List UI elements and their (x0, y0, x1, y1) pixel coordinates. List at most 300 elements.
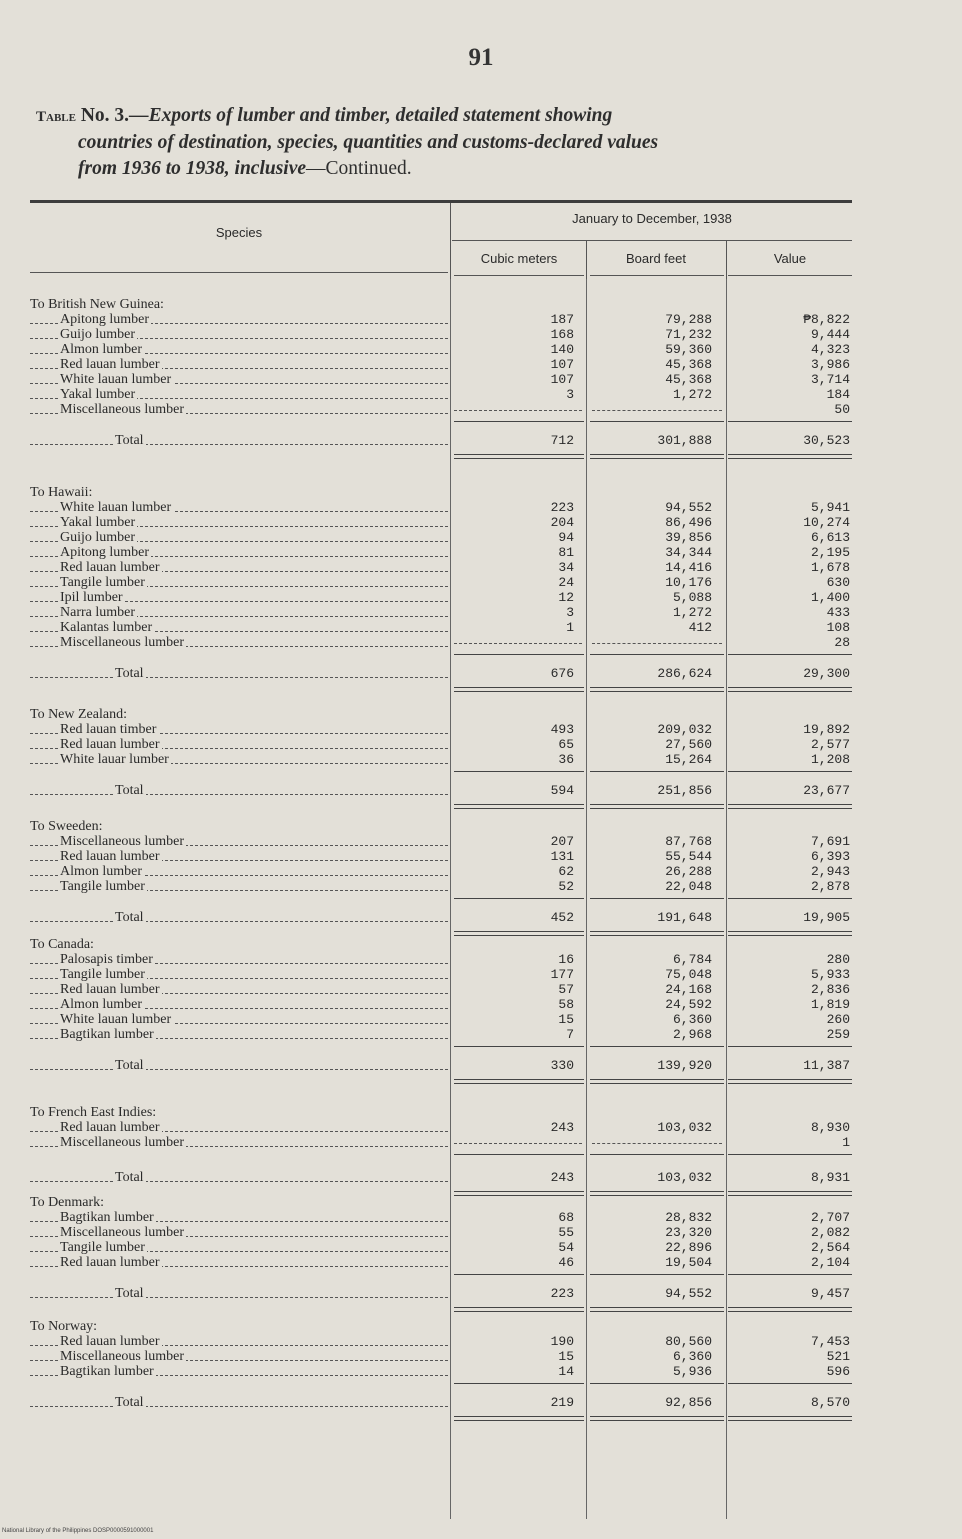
subtotal-rule (454, 421, 584, 422)
country-heading (30, 1319, 852, 1334)
subtotal-rule (454, 1154, 584, 1155)
species-cell (30, 1349, 448, 1364)
board-feet-cell: 19,504 (665, 1255, 712, 1270)
page-number: 91 (468, 44, 494, 71)
column-divider (726, 241, 727, 279)
board-feet-cell: 209,032 (657, 722, 712, 737)
species-cell (30, 1334, 448, 1349)
period-header: January to December, 1938 (572, 211, 732, 226)
species-cell (30, 1135, 448, 1150)
species-label: Apitong lumber (60, 312, 150, 327)
board-feet-cell: 24,592 (665, 997, 712, 1012)
country-heading (30, 937, 852, 952)
table-row (30, 982, 852, 997)
species-cell (30, 1240, 448, 1255)
total-row (30, 783, 852, 798)
subtotal-rule (590, 1274, 724, 1275)
country-name: To Sweeden: (30, 819, 103, 834)
species-label: White lauan lumber (60, 500, 172, 515)
table-row (30, 1135, 852, 1150)
table-row (30, 1334, 852, 1349)
species-cell (30, 1120, 448, 1135)
cubic-meters-cell: 52 (558, 879, 574, 894)
total-double-rule (728, 454, 852, 459)
species-label: Miscellaneous lumber (60, 1349, 185, 1364)
total-board-feet: 103,032 (657, 1170, 712, 1185)
species-label: Yakal lumber (60, 515, 136, 530)
cubic-meters-cell: 24 (558, 575, 574, 590)
total-double-rule (728, 1307, 852, 1312)
cubic-meters-cell: 207 (550, 834, 574, 849)
total-double-rule (728, 687, 852, 692)
country-name: To Hawaii: (30, 485, 93, 500)
cubic-meters-cell: 243 (550, 1120, 574, 1135)
board-feet-cell: 6,784 (672, 952, 712, 967)
total-double-rule (454, 1307, 584, 1312)
subtotal-rule (590, 654, 724, 655)
species-label: Almon lumber (60, 864, 143, 879)
total-label: Total (115, 783, 144, 798)
country-name: To Denmark: (30, 1195, 105, 1210)
period-header-rule (452, 240, 852, 241)
value-cell: 7,453 (810, 1334, 850, 1349)
value-cell: 3,986 (810, 357, 850, 372)
cubic-meters-cell: 223 (550, 500, 574, 515)
value-cell: 2,082 (810, 1225, 850, 1240)
species-cell (30, 1255, 448, 1270)
subtotal-rule (454, 898, 584, 899)
board-feet-cell: 22,048 (665, 879, 712, 894)
total-double-rule (728, 931, 852, 936)
total-cubic-meters: 594 (550, 783, 574, 798)
value-cell: 8,930 (810, 1120, 850, 1135)
value-cell: 2,878 (810, 879, 850, 894)
species-cell (30, 635, 448, 650)
cubic-meters-cell: 3 (566, 605, 574, 620)
total-label: Total (115, 666, 144, 681)
species-label: Palosapis timber (60, 952, 153, 967)
species-label: Miscellaneous lumber (60, 635, 185, 650)
total-cubic-meters: 330 (550, 1058, 574, 1073)
table-row (30, 1027, 852, 1042)
table-number: No. 3. (80, 105, 130, 126)
column-divider (586, 279, 587, 1519)
species-cell (30, 982, 448, 997)
value-cell: 1,819 (810, 997, 850, 1012)
exports-table (30, 200, 852, 1499)
cubic-meters-cell: 62 (558, 864, 574, 879)
table-row (30, 575, 852, 590)
species-label: Almon lumber (60, 342, 143, 357)
total-double-rule (454, 454, 584, 459)
total-board-feet: 191,648 (657, 910, 712, 925)
total-row (30, 666, 852, 681)
board-feet-cell: 71,232 (665, 327, 712, 342)
cubic-meters-cell: 68 (558, 1210, 574, 1225)
value-cell: 19,892 (803, 722, 850, 737)
table-row (30, 1210, 852, 1225)
cubic-meters-cell: 177 (550, 967, 574, 982)
title-line-2: countries of destination, species, quantities and customs-declared values (78, 132, 659, 153)
total-label: Total (115, 1395, 144, 1410)
cubic-meters-cell: 15 (558, 1349, 574, 1364)
value-cell: 6,613 (810, 530, 850, 545)
species-label: Kalantas lumber (60, 620, 153, 635)
value-cell: 521 (826, 1349, 850, 1364)
board-feet-cell: 28,832 (665, 1210, 712, 1225)
column-header-rule (590, 275, 724, 276)
subtotal-rule (454, 654, 584, 655)
table-row (30, 372, 852, 387)
total-label: Total (115, 1170, 144, 1185)
value-cell: 28 (834, 635, 850, 650)
total-board-feet: 286,624 (657, 666, 712, 681)
table-row (30, 737, 852, 752)
species-label: Guijo lumber (60, 530, 136, 545)
subtotal-rule (728, 771, 852, 772)
table-row (30, 312, 852, 327)
total-row (30, 1286, 852, 1301)
total-value: 19,905 (803, 910, 850, 925)
board-feet-cell: 412 (688, 620, 712, 635)
table-row (30, 864, 852, 879)
table-row (30, 879, 852, 894)
value-cell: 1,678 (810, 560, 850, 575)
value-cell: 50 (834, 402, 850, 417)
total-double-rule (590, 1416, 724, 1421)
cubic-meters-cell: 55 (558, 1225, 574, 1240)
total-value: 29,300 (803, 666, 850, 681)
total-double-rule (590, 804, 724, 809)
total-double-rule (728, 804, 852, 809)
total-double-rule (454, 804, 584, 809)
total-value: 8,931 (810, 1170, 850, 1185)
value-cell: 260 (826, 1012, 850, 1027)
subtotal-rule (590, 1383, 724, 1384)
cubic-meters-cell: 46 (558, 1255, 574, 1270)
species-cell (30, 515, 448, 530)
species-label: Yakal lumber (60, 387, 136, 402)
board-feet-cell: 45,368 (665, 357, 712, 372)
total-double-rule (454, 931, 584, 936)
total-label-cell (30, 1395, 448, 1410)
column-divider (450, 279, 451, 1519)
value-cell: 2,195 (810, 545, 850, 560)
total-cubic-meters: 219 (550, 1395, 574, 1410)
species-label: Miscellaneous lumber (60, 402, 185, 417)
table-row (30, 1240, 852, 1255)
value-cell: 184 (826, 387, 850, 402)
total-label: Total (115, 910, 144, 925)
species-label: Red lauan lumber (60, 1120, 160, 1135)
subtotal-rule (454, 1383, 584, 1384)
table-header (30, 203, 852, 279)
total-board-feet: 139,920 (657, 1058, 712, 1073)
board-feet-cell: 10,176 (665, 575, 712, 590)
species-label: Almon lumber (60, 997, 143, 1012)
board-feet-cell: 24,168 (665, 982, 712, 997)
column-divider (726, 279, 727, 1519)
cubic-meters-cell: 65 (558, 737, 574, 752)
species-header: Species (215, 225, 263, 240)
total-double-rule (728, 1079, 852, 1084)
total-label-cell (30, 1058, 448, 1073)
column-header-rule (728, 275, 852, 276)
board-feet-cell: 94,552 (665, 500, 712, 515)
total-double-rule (590, 931, 724, 936)
cubic-meters-cell: 493 (550, 722, 574, 737)
table-row (30, 530, 852, 545)
header-divider (450, 203, 451, 279)
cubic-meters-cell: 168 (550, 327, 574, 342)
species-cell (30, 312, 448, 327)
table-row (30, 722, 852, 737)
cubic-meters-cell: 94 (558, 530, 574, 545)
cubic-meters-cell: 54 (558, 1240, 574, 1255)
title-line-1: —Exports of lumber and timber, detailed statement showing (129, 105, 613, 126)
table-row (30, 342, 852, 357)
cubic-meters-cell: 190 (550, 1334, 574, 1349)
table-row (30, 1225, 852, 1240)
table-row (30, 1012, 852, 1027)
cubic-meters-header: Cubic meters (480, 251, 558, 266)
species-header-rule (30, 272, 448, 273)
species-label: White lauar lumber (60, 752, 169, 767)
total-value: 11,387 (803, 1058, 850, 1073)
cubic-meters-cell: 16 (558, 952, 574, 967)
species-label: Tangile lumber (60, 1240, 145, 1255)
value-cell: 9,444 (810, 327, 850, 342)
total-double-rule (590, 687, 724, 692)
total-label-cell (30, 910, 448, 925)
board-feet-cell: 87,768 (665, 834, 712, 849)
species-cell (30, 620, 448, 635)
total-cubic-meters: 452 (550, 910, 574, 925)
table-row (30, 1120, 852, 1135)
species-label: Bagtikan lumber (60, 1364, 154, 1379)
title-line-3-tail: —Continued. (306, 158, 412, 179)
subtotal-rule (728, 421, 852, 422)
board-feet-cell: 26,288 (665, 864, 712, 879)
table-row (30, 545, 852, 560)
total-double-rule (728, 1416, 852, 1421)
species-cell (30, 590, 448, 605)
value-cell: 259 (826, 1027, 850, 1042)
cubic-meters-cell: 131 (550, 849, 574, 864)
total-row (30, 1058, 852, 1073)
total-row (30, 433, 852, 448)
species-label: Miscellaneous lumber (60, 1135, 185, 1150)
species-cell (30, 952, 448, 967)
species-cell (30, 500, 448, 515)
species-label: Tangile lumber (60, 967, 145, 982)
table-row (30, 402, 852, 417)
subtotal-rule (590, 1046, 724, 1047)
board-feet-cell: 5,936 (672, 1364, 712, 1379)
country-name: To Norway: (30, 1319, 98, 1334)
total-double-rule (454, 1416, 584, 1421)
species-cell (30, 327, 448, 342)
board-feet-cell: 23,320 (665, 1225, 712, 1240)
cubic-meters-cell: 34 (558, 560, 574, 575)
board-feet-cell: 103,032 (657, 1120, 712, 1135)
species-cell (30, 357, 448, 372)
cubic-meters-cell: 140 (550, 342, 574, 357)
value-cell: 2,104 (810, 1255, 850, 1270)
cubic-meters-cell: 107 (550, 372, 574, 387)
country-heading (30, 707, 852, 722)
species-cell (30, 864, 448, 879)
column-divider (586, 241, 587, 279)
subtotal-rule (454, 1274, 584, 1275)
cubic-meters-cell: 107 (550, 357, 574, 372)
country-name: To British New Guinea: (30, 297, 164, 312)
subtotal-rule (454, 771, 584, 772)
species-cell (30, 1225, 448, 1240)
value-cell: 5,941 (810, 500, 850, 515)
total-board-feet: 251,856 (657, 783, 712, 798)
total-cubic-meters: 712 (550, 433, 574, 448)
species-label: Red lauan lumber (60, 1334, 160, 1349)
species-label: Red lauan lumber (60, 357, 160, 372)
species-cell (30, 1210, 448, 1225)
value-cell: 5,933 (810, 967, 850, 982)
species-cell (30, 834, 448, 849)
species-cell (30, 387, 448, 402)
total-board-feet: 94,552 (665, 1286, 712, 1301)
value-cell: 1,208 (810, 752, 850, 767)
country-heading (30, 1105, 852, 1120)
board-feet-cell: 14,416 (665, 560, 712, 575)
value-cell: 280 (826, 952, 850, 967)
table-row (30, 752, 852, 767)
cubic-meters-cell: 187 (550, 312, 574, 327)
country-heading (30, 297, 852, 312)
country-heading (30, 819, 852, 834)
board-feet-cell: 45,368 (665, 372, 712, 387)
table-row (30, 560, 852, 575)
board-feet-cell: 79,288 (665, 312, 712, 327)
table-row (30, 357, 852, 372)
subtotal-rule (728, 654, 852, 655)
subtotal-rule (590, 421, 724, 422)
species-label: Bagtikan lumber (60, 1027, 154, 1042)
species-label: Red lauan lumber (60, 849, 160, 864)
table-row (30, 590, 852, 605)
table-row (30, 635, 852, 650)
table-row (30, 605, 852, 620)
species-cell (30, 530, 448, 545)
value-cell: 2,836 (810, 982, 850, 997)
species-cell (30, 545, 448, 560)
table-row (30, 327, 852, 342)
value-cell: 4,323 (810, 342, 850, 357)
cubic-meters-cell: 81 (558, 545, 574, 560)
value-cell: 2,943 (810, 864, 850, 879)
cubic-meters-cell: 36 (558, 752, 574, 767)
species-cell (30, 997, 448, 1012)
table-row (30, 1364, 852, 1379)
value-cell: 596 (826, 1364, 850, 1379)
total-label-cell (30, 1286, 448, 1301)
board-feet-cell: 1,272 (672, 605, 712, 620)
value-cell: 1,400 (810, 590, 850, 605)
subtotal-rule (728, 1046, 852, 1047)
species-label: White lauan lumber (60, 1012, 172, 1027)
table-row (30, 952, 852, 967)
board-feet-cell: 22,896 (665, 1240, 712, 1255)
cubic-meters-cell: 57 (558, 982, 574, 997)
cubic-meters-cell: 12 (558, 590, 574, 605)
title-line-3 (36, 156, 866, 182)
subtotal-rule (728, 898, 852, 899)
species-label: Bagtikan lumber (60, 1210, 154, 1225)
total-row (30, 1395, 852, 1410)
board-feet-cell: 34,344 (665, 545, 712, 560)
value-cell: 2,577 (810, 737, 850, 752)
total-value: 9,457 (810, 1286, 850, 1301)
table-row (30, 1255, 852, 1270)
species-cell (30, 575, 448, 590)
table-row (30, 997, 852, 1012)
total-label-cell (30, 666, 448, 681)
footer-note: National Library of the Philippines DOSP0000591000001 (2, 1528, 154, 1534)
species-label: Tangile lumber (60, 575, 145, 590)
species-cell (30, 1364, 448, 1379)
country-name: To French East Indies: (30, 1105, 157, 1120)
board-feet-cell: 55,544 (665, 849, 712, 864)
species-label: Apitong lumber (60, 545, 150, 560)
species-cell (30, 1012, 448, 1027)
board-feet-cell: 39,856 (665, 530, 712, 545)
species-label: Red lauan lumber (60, 560, 160, 575)
table-row (30, 834, 852, 849)
total-row (30, 910, 852, 925)
value-cell: 10,274 (803, 515, 850, 530)
species-cell (30, 402, 448, 417)
species-label: Tangile lumber (60, 879, 145, 894)
species-cell (30, 752, 448, 767)
table-label: Table (36, 109, 76, 125)
board-feet-cell: 6,360 (672, 1349, 712, 1364)
board-feet-cell: 86,496 (665, 515, 712, 530)
table-row (30, 515, 852, 530)
total-label: Total (115, 433, 144, 448)
title-line-3-italic: from 1936 to 1938, inclusive (78, 158, 307, 179)
species-cell (30, 879, 448, 894)
value-cell: 433 (826, 605, 850, 620)
board-feet-cell: 75,048 (665, 967, 712, 982)
table-body (30, 279, 852, 1499)
species-label: White lauan lumber (60, 372, 172, 387)
cubic-meters-cell: 3 (566, 387, 574, 402)
board-feet-cell: 1,272 (672, 387, 712, 402)
total-value: 30,523 (803, 433, 850, 448)
value-cell: 6,393 (810, 849, 850, 864)
table-row (30, 849, 852, 864)
country-heading (30, 485, 852, 500)
species-cell (30, 605, 448, 620)
value-cell: 108 (826, 620, 850, 635)
board-feet-header: Board feet (626, 251, 686, 266)
value-cell: 1 (842, 1135, 850, 1150)
total-label-cell (30, 1170, 448, 1185)
cubic-meters-cell: 58 (558, 997, 574, 1012)
value-cell: ₱8,822 (803, 312, 850, 327)
species-label: Red lauan timber (60, 722, 157, 737)
board-feet-cell: 15,264 (665, 752, 712, 767)
species-label: Red lauan lumber (60, 982, 160, 997)
